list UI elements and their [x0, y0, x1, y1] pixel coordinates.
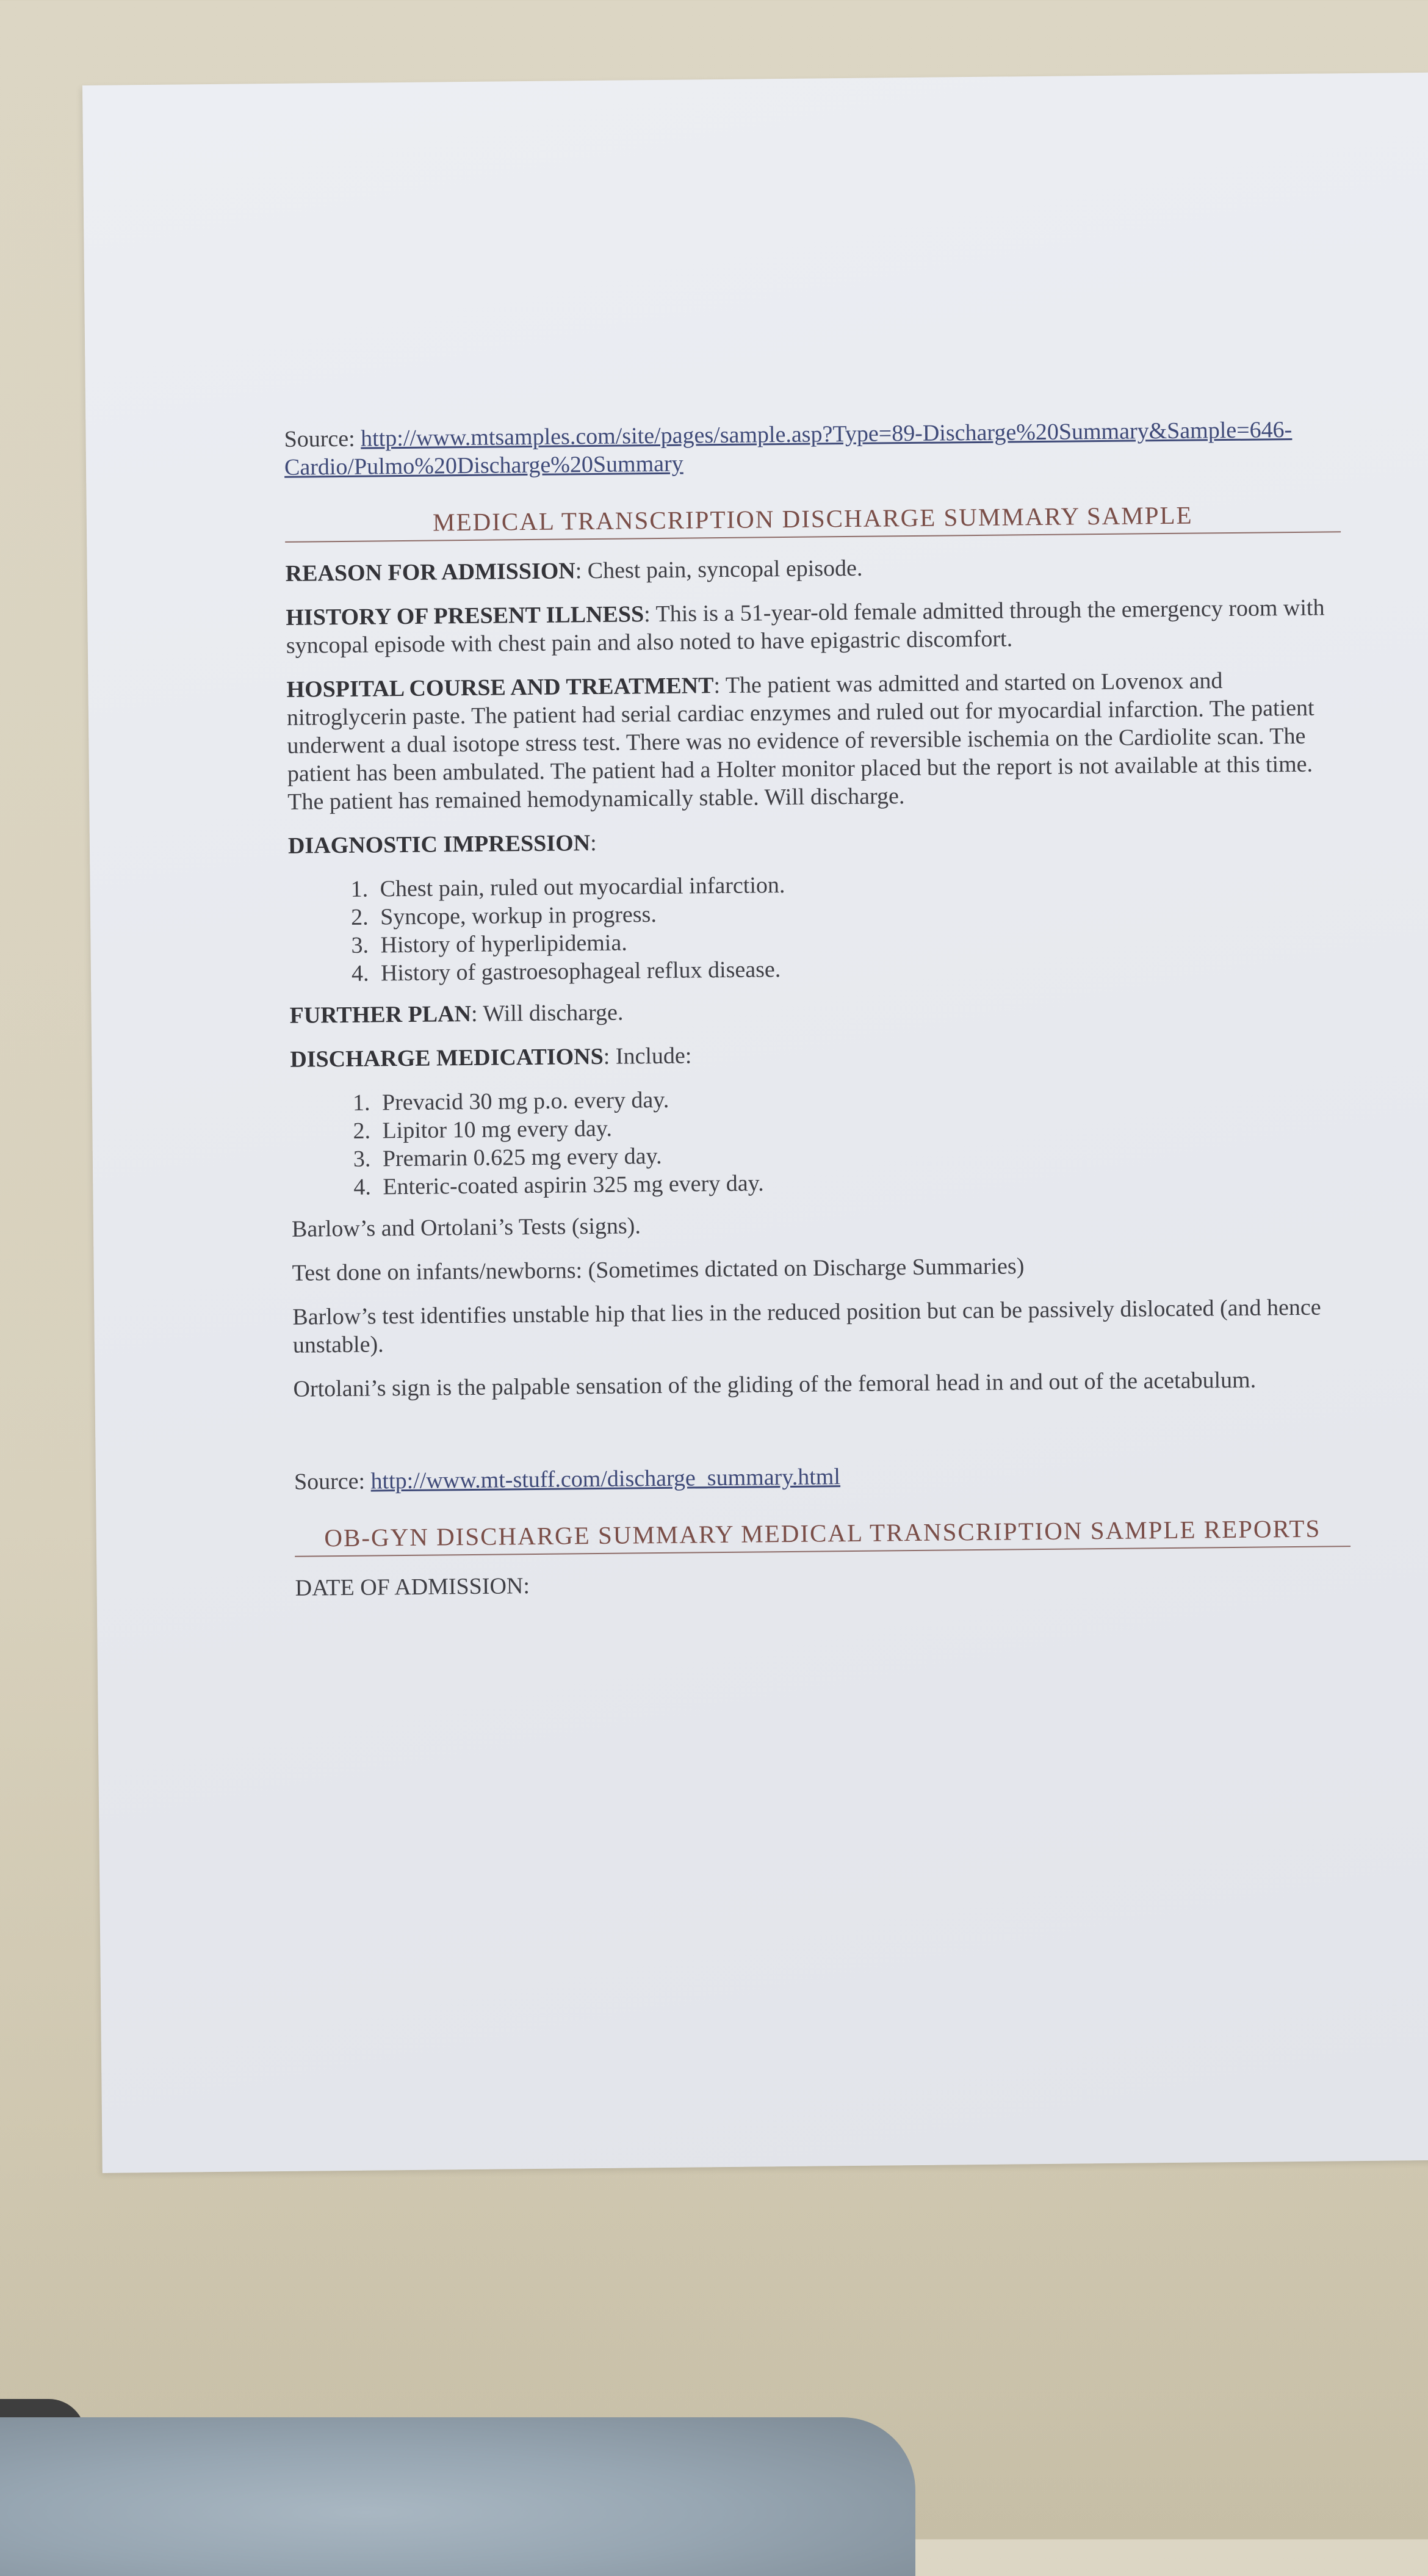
list-item: 3. Premarin 0.625 mg every day.: [377, 1135, 1347, 1173]
ortolani-sign-text: Ortolani’s sign is the palpable sensation of the gliding of the femoral head in and out of the acetabulum.: [293, 1367, 1257, 1402]
source-label: Source:: [284, 425, 361, 452]
section-title-obgyn: OB-GYN DISCHARGE SUMMARY MEDICAL TRANSCRIPTION SAMPLE REPORTS: [295, 1514, 1350, 1557]
history-of-present-illness: [286, 593, 1342, 660]
meds-label: DISCHARGE MEDICATIONS: [290, 1043, 604, 1073]
hospital-course: [286, 665, 1343, 816]
document-body: [284, 415, 1351, 1618]
paper-sheet: [82, 73, 1428, 2173]
test-done-note: Test done on infants/newborns: (Sometimes dictated on Discharge Summaries): [292, 1253, 1025, 1286]
diag-colon: :: [590, 830, 597, 856]
barlow-ortolani-heading: Barlow’s and Ortolani’s Tests (signs).: [291, 1213, 641, 1242]
date-of-admission: DATE OF ADMISSION:: [295, 1573, 530, 1601]
reason-for-admission: [285, 549, 1341, 588]
plan-label: FURTHER PLAN: [289, 1000, 472, 1029]
course-text: : The patient was admitted and started on Lovenox and nitroglycerin paste. The patient had serial cardiac enzymes and ruled out for myocardial infarction. The patient underwent a dual isotope stress test. There was no evidence of reversible ischemia on the Cardiolite scan. The patient has been ambulated. The patient had a Holter monitor placed but the report is not available at this time. The patient has remained hemodynamically stable. Will discharge.: [286, 668, 1314, 815]
source-link-2[interactable]: http://www.mt-stuff.com/discharge_summary.html: [370, 1464, 841, 1494]
history-text: : This is a 51-year-old female admitted through the emergency room with syncopal episode with chest pain and also noted to have epigastric discomfort.: [286, 595, 1325, 659]
barlow-test-text: Barlow’s test identifies unstable hip that lies in the reduced position but can be passively dislocated (and hence unstable).: [292, 1294, 1321, 1358]
diagnosis-list: [288, 866, 1345, 988]
medication-list: [290, 1079, 1347, 1202]
source-link-1[interactable]: http://www.mtsamples.com/site/pages/sample.asp?Type=89-Discharge%20Summary&Sample=646-Cardio/Pulmo%20Discharge%20Summary: [284, 416, 1293, 480]
plan-text: : Will discharge.: [471, 999, 624, 1027]
diagnostic-impression: [288, 822, 1344, 860]
list-item: 2. Syncope, workup in progress.: [374, 894, 1344, 931]
list-item: 2. Lipitor 10 mg every day.: [376, 1107, 1346, 1145]
list-item: 3. History of hyperlipidemia.: [374, 922, 1344, 959]
history-label: HISTORY OF PRESENT ILLNESS: [286, 601, 644, 631]
list-item: 1. Chest pain, ruled out myocardial infarction.: [373, 866, 1344, 903]
section-title-discharge-summary: MEDICAL TRANSCRIPTION DISCHARGE SUMMARY SAMPLE: [285, 499, 1341, 543]
source-line-1: [284, 415, 1340, 482]
meds-text: : Include:: [603, 1043, 692, 1069]
reason-label: REASON FOR ADMISSION: [285, 558, 575, 587]
list-item: 1. Prevacid 30 mg p.o. every day.: [376, 1079, 1346, 1116]
list-item: 4. History of gastroesophageal reflux disease.: [375, 950, 1345, 987]
diag-label: DIAGNOSTIC IMPRESSION: [287, 830, 591, 859]
list-item: 4. Enteric-coated aspirin 325 mg every day.: [377, 1163, 1347, 1201]
background-fabric: [0, 2417, 915, 2576]
source-label: Source:: [294, 1468, 371, 1495]
reason-text: : Chest pain, syncopal episode.: [575, 555, 863, 584]
course-label: HOSPITAL COURSE AND TREATMENT: [286, 673, 714, 703]
discharge-medications: [290, 1035, 1346, 1074]
further-plan: [289, 991, 1345, 1030]
